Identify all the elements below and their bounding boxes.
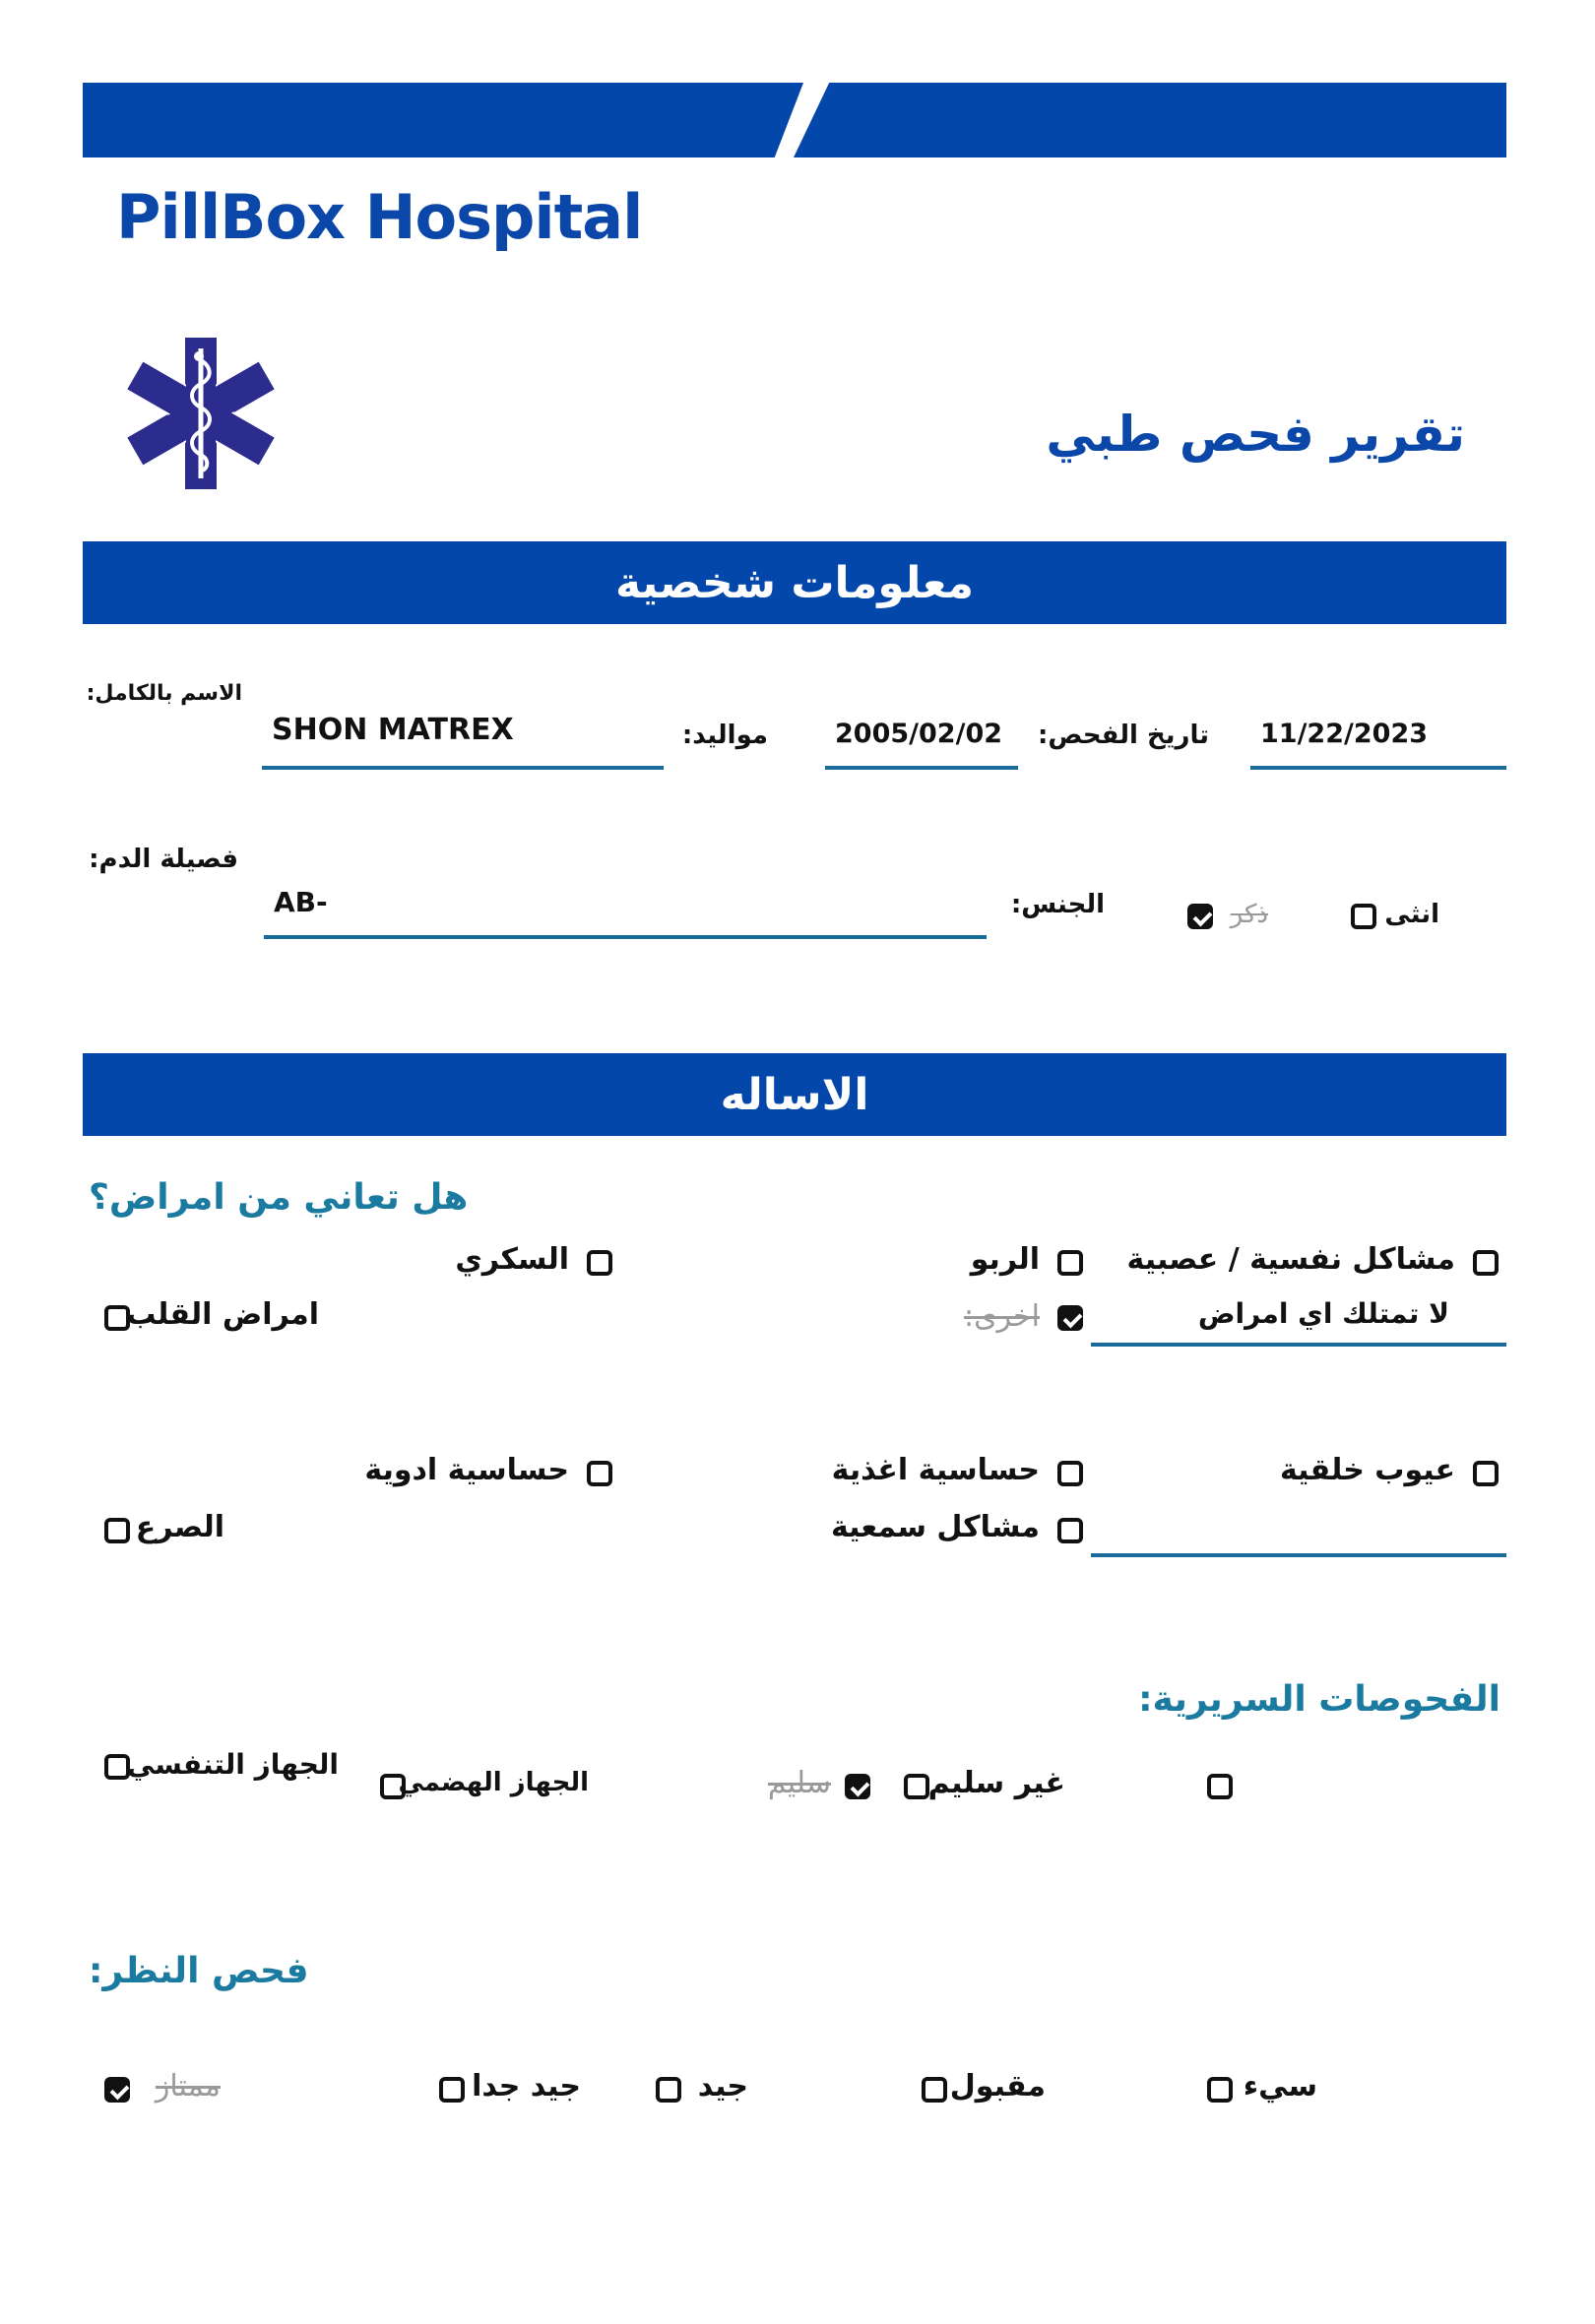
- hospital-name: PillBox Hospital: [116, 181, 643, 253]
- gender-male-label: ذكر: [1230, 900, 1268, 929]
- food-allergy-label: حساسية اغذية: [831, 1453, 1040, 1487]
- congenital-checkbox[interactable]: [1473, 1461, 1499, 1486]
- clinical-exams-title: الفحوصات السريرية:: [1138, 1679, 1500, 1720]
- hearing-label: مشاكل سمعية: [830, 1510, 1040, 1544]
- psych-label: مشاكل نفسية / عصبية: [1126, 1242, 1455, 1277]
- drug-allergy-checkbox[interactable]: [587, 1461, 612, 1486]
- unhealthy-label: غير سليم: [927, 1766, 1065, 1800]
- vision-good-checkbox[interactable]: [656, 2077, 681, 2103]
- full-name-value: SHON MATREX: [272, 713, 514, 747]
- vision-good-label: جيد: [697, 2069, 748, 2104]
- birth-field[interactable]: [825, 766, 1018, 770]
- drug-allergy-label: حساسية ادوية: [364, 1453, 569, 1487]
- vision-exam-title: فحص النظر:: [89, 1951, 309, 1991]
- hearing-checkbox[interactable]: [1057, 1518, 1083, 1543]
- exam-date-field[interactable]: [1250, 766, 1506, 770]
- healthy-checkbox[interactable]: [845, 1774, 870, 1799]
- report-title: تقرير فحص طبي: [1046, 406, 1465, 463]
- epilepsy-checkbox[interactable]: [104, 1518, 130, 1543]
- vision-very-good-checkbox[interactable]: [439, 2077, 465, 2103]
- asthma-checkbox[interactable]: [1057, 1250, 1083, 1276]
- diabetes-label: السكري: [455, 1242, 569, 1277]
- respiratory-label: الجهاز التنفسي: [126, 1748, 339, 1781]
- epilepsy-label: الصرع: [135, 1510, 224, 1544]
- diabetes-checkbox[interactable]: [587, 1250, 612, 1276]
- vision-acceptable-label: مقبول: [949, 2069, 1046, 2104]
- birth-value: 2005/02/02: [835, 719, 1003, 749]
- digestive-label: الجهاز الهضمي: [398, 1768, 589, 1797]
- other-checkbox[interactable]: [1057, 1305, 1083, 1331]
- gender-female-checkbox[interactable]: [1351, 904, 1376, 929]
- unhealthy-checkbox[interactable]: [904, 1774, 929, 1799]
- other-diseases-field[interactable]: [1091, 1343, 1506, 1347]
- star-of-life-icon: [122, 335, 280, 492]
- blood-type-value: AB-: [274, 886, 328, 918]
- full-name-label: الاسم بالكامل:: [86, 681, 242, 706]
- asthma-label: الربو: [970, 1242, 1040, 1277]
- exam-date-label: تاريخ الفحص:: [1037, 721, 1209, 750]
- clinical-blank-checkbox[interactable]: [1207, 1774, 1233, 1799]
- food-allergy-checkbox[interactable]: [1057, 1461, 1083, 1486]
- healthy-label: سليم: [767, 1766, 831, 1800]
- gender-female-label: انثى: [1384, 900, 1439, 929]
- vision-excellent-checkbox[interactable]: [104, 2077, 130, 2103]
- blood-type-field[interactable]: [264, 935, 987, 939]
- header-bar-right: [794, 83, 1506, 157]
- gender-male-checkbox[interactable]: [1187, 904, 1213, 929]
- psych-checkbox[interactable]: [1473, 1250, 1499, 1276]
- vision-acceptable-checkbox[interactable]: [922, 2077, 947, 2103]
- header-bar-left: [83, 83, 803, 157]
- other-diseases-value: لا تمتلك اي امراض: [1197, 1297, 1449, 1330]
- full-name-field[interactable]: [262, 766, 664, 770]
- vision-very-good-label: جيد جدا: [472, 2069, 581, 2104]
- blood-type-label: فصيلة الدم:: [89, 845, 238, 874]
- exam-date-value: 11/22/2023: [1260, 719, 1429, 749]
- vision-excellent-label: ممتاز: [155, 2069, 221, 2104]
- diseases-question-title: هل تعاني من امراض؟: [89, 1177, 469, 1218]
- other-label: اخرى:: [963, 1299, 1040, 1334]
- vision-bad-label: سيء: [1243, 2069, 1317, 2104]
- section-questions: الاساله: [83, 1053, 1506, 1136]
- congenital-label: عيوب خلقية: [1279, 1453, 1455, 1487]
- gender-label: الجنس:: [1010, 890, 1105, 919]
- section-personal-info: معلومات شخصية: [83, 541, 1506, 624]
- heart-label: امراض القلب: [126, 1297, 319, 1332]
- birth-label: مواليد:: [681, 721, 768, 750]
- extra-diseases-field[interactable]: [1091, 1553, 1506, 1557]
- vision-bad-checkbox[interactable]: [1207, 2077, 1233, 2103]
